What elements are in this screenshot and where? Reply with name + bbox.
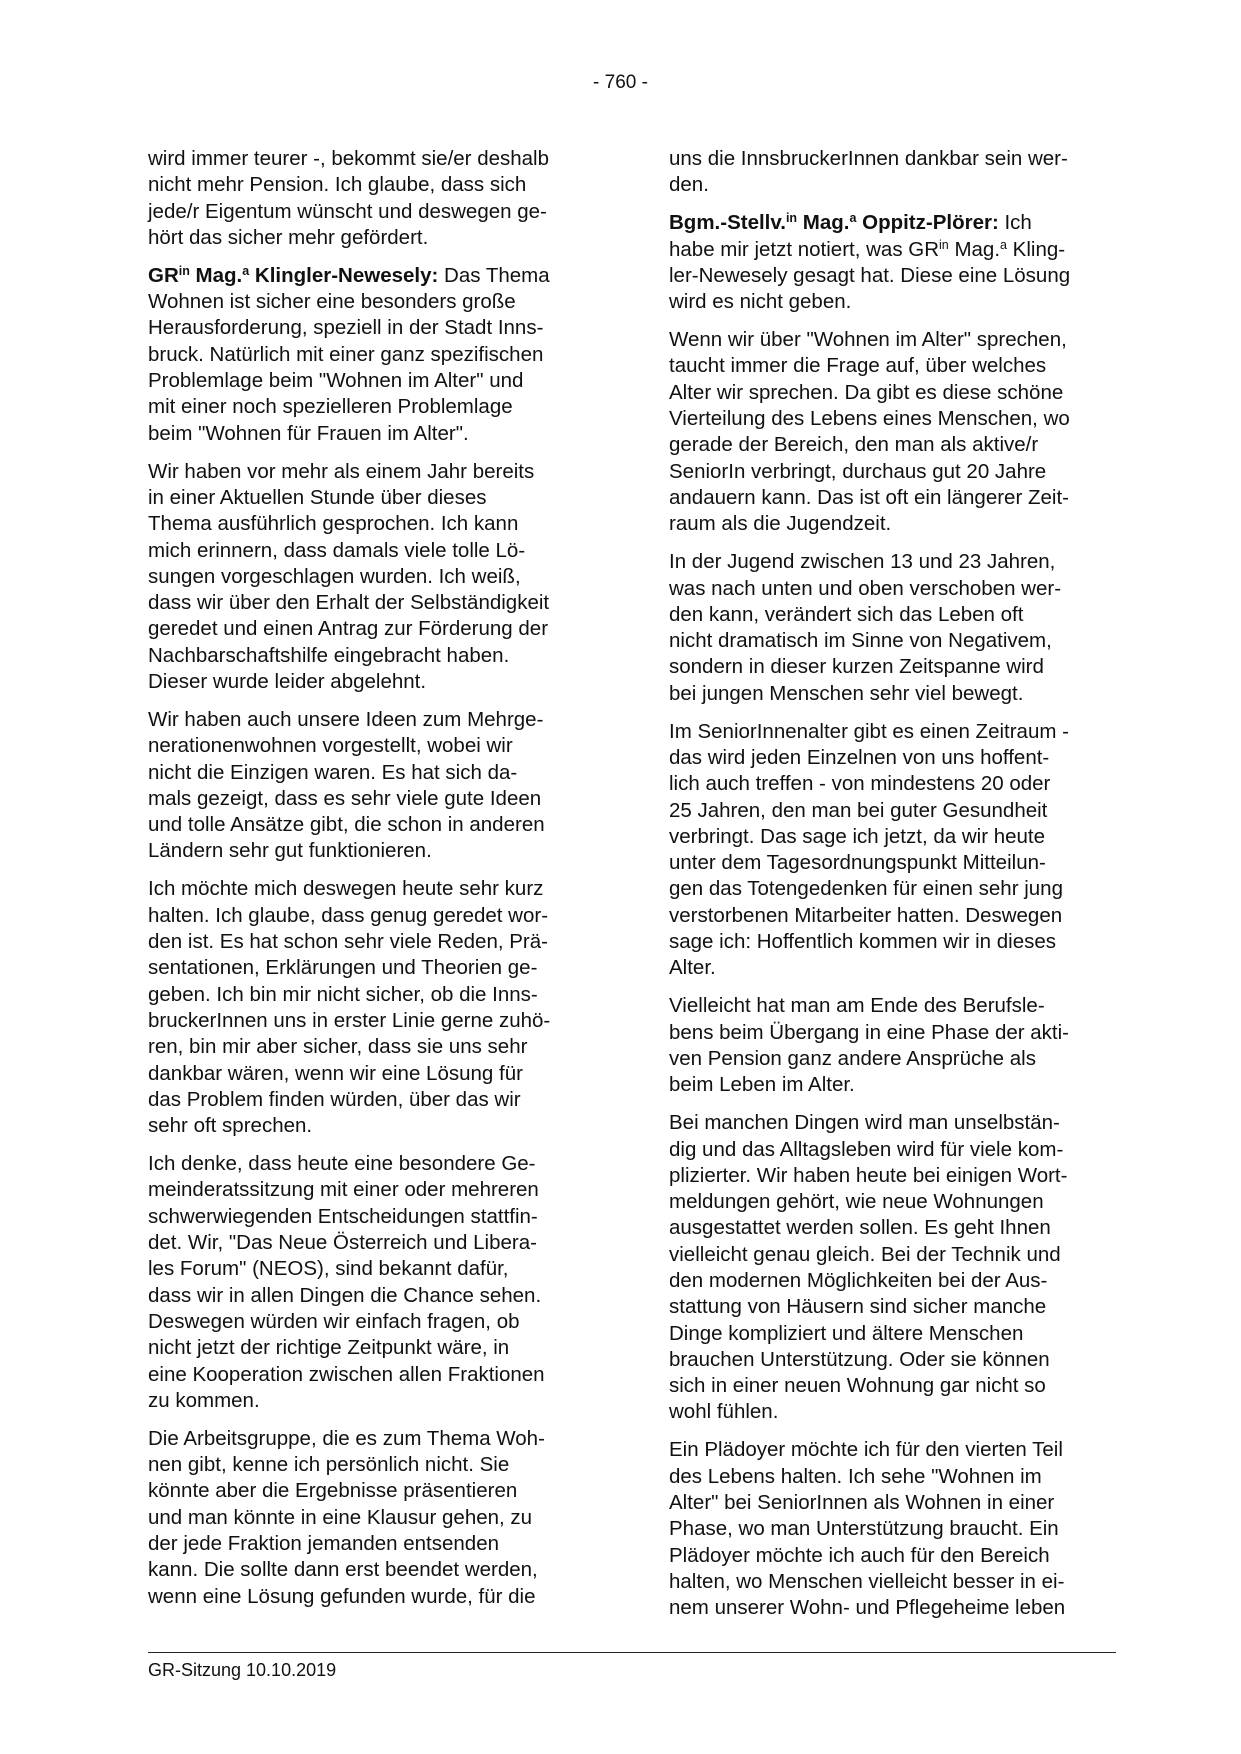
paragraph	[148, 263, 601, 447]
paragraph: Wir haben vor mehr als einem Jahr bereits in einer Aktuellen Stunde über dieses Thema ausführlich gesprochen. Ich kann mich erinnern, dass damals viele tolle Lö- sungen vorgeschlagen wurden. Ich weiß, dass wir über den Erhalt der Selbständigkeit geredet und einen Antrag zur Förderung der Nachbarschaftshilfe eingebracht haben. Dieser wurde leider abgelehnt.	[148, 459, 550, 694]
paragraph: Bei manchen Dingen wird man unselbstän- dig und das Alltagsleben wird für viele kom- plizierter. Wir haben heute bei einigen Wort- meldungen gehört, wie neue Wohnungen ausgestattet werden sollen. Es geht Ihnen vielleicht genau gleich. Bei der Technik und den modernen Möglichkeiten bei der Aus- stattung von Häusern sind sicher manche Dinge kompliziert und ältere Menschen brauchen Unterstützung. Oder sie können sich in einer neuen Wohnung gar nicht so wohl fühlen.	[669, 1111, 1068, 1424]
left-column	[148, 146, 601, 1622]
paragraph: Wir haben auch unsere Ideen zum Mehrge- nerationenwohnen vorgestellt, wobei wir nicht die Einzigen waren. Es hat sich da- mals gezeigt, dass es sehr viele gute Ideen und tolle Ansätze gibt, die schon in anderen Ländern sehr gut funktionieren.	[148, 708, 545, 863]
paragraph: Im SeniorInnenalter gibt es einen Zeitraum - das wird jeden Einzelnen von uns hoffent- lich auch treffen - von mindestens 20 oder 25 Jahren, den man bei guter Gesundheit verbringt. Das sage ich jetzt, da wir heute unter dem Tagesordnungspunkt Mitteilun- gen das Totengedenken für einen sehr jung verstorbenen Mitarbeiter hatten. Deswegen sage ich: Hoffentlich kommen wir in dieses Alter.	[669, 719, 1069, 980]
speech-text: Das Thema Wohnen ist sicher eine besonders große Herausforderung, speziell in der Stadt Inns- bruck. Natürlich mit einer ganz spezifischen Problemlage beim "Wohnen im Alter" und mit einer noch spezielleren Problemlage beim "Wohnen für Frauen im Alter".	[148, 263, 550, 445]
speech-text: Ich habe mir jetzt notiert, was $GR^{in}$ Mag.$^a$ Kling- ler-Newesely gesagt hat. Diese eine Lösung wird es nicht geben.	[669, 211, 1071, 314]
paragraph: uns die InnsbruckerInnen dankbar sein wer- den.	[669, 147, 1068, 197]
speaker-name: Bgm.-Stellv.$^{in}$ Mag.$^a$ Oppitz-Plörer:	[669, 211, 999, 235]
right-column	[669, 146, 1122, 1633]
footer-divider	[148, 1652, 1116, 1653]
paragraph: In der Jugend zwischen 13 und 23 Jahren, was nach unten und oben verschoben wer- den kann, verändert sich das Leben oft nicht dramatisch im Sinne von Negativem, sondern in dieser kurzen Zeitspanne wird bei jungen Menschen sehr viel bewegt.	[669, 550, 1062, 705]
paragraph	[669, 210, 1122, 315]
paragraph: Wenn wir über "Wohnen im Alter" sprechen, taucht immer die Frage auf, über welches Alter wir sprechen. Da gibt es diese schöne Vierteilung des Lebens eines Menschen, wo gerade der Bereich, den man als aktive/r SeniorIn verbringt, durchaus gut 20 Jahre andauern kann. Das ist oft ein längerer Zeit- raum als die Jugendzeit.	[669, 328, 1070, 536]
page-number: - 760 -	[593, 72, 648, 93]
footer-session-date: GR-Sitzung 10.10.2019	[148, 1660, 337, 1680]
paragraph: Ein Plädoyer möchte ich für den vierten Teil des Lebens halten. Ich sehe "Wohnen im Alter" bei SeniorInnen als Wohnen in einer Phase, wo man Unterstützung braucht. Ein Plädoyer möchte ich auch für den Bereich halten, wo Menschen vielleicht besser in ei- nem unserer Wohn- und Pflegeheime leben	[669, 1438, 1066, 1620]
paragraph: Die Arbeitsgruppe, die es zum Thema Woh- nen gibt, kenne ich persönlich nicht. Sie könnte aber die Ergebnisse präsentieren und man könnte in eine Klausur gehen, zu der jede Fraktion jemanden entsenden kann. Die sollte dann erst beendet werden, wenn eine Lösung gefunden wurde, für die	[148, 1426, 545, 1608]
paragraph: Ich möchte mich deswegen heute sehr kurz halten. Ich glaube, dass genug geredet wor- den ist. Es hat schon sehr viele Reden, Prä- sentationen, Erklärungen und Theorien ge- geben. Ich bin mir nicht sicher, ob die Inns- bruckerInnen uns in erster Linie gerne zuhö- ren, bin mir aber sicher, dass sie uns sehr dankbar wären, wenn wir eine Lösung für das Problem finden würden, über das wir sehr oft sprechen.	[148, 877, 551, 1138]
paragraph: wird immer teurer -, bekommt sie/er deshalb nicht mehr Pension. Ich glaube, dass sich jede/r Eigentum wünscht und deswegen ge- hört das sicher mehr gefördert.	[148, 147, 550, 249]
speaker-name: $GR^{in}$ Mag.$^a$ Klingler-Newesely:	[148, 263, 439, 287]
paragraph: Vielleicht hat man am Ende des Berufsle- bens beim Übergang in eine Phase der akti- ven Pension ganz andere Ansprüche als beim Leben im Alter.	[669, 994, 1069, 1097]
paragraph: Ich denke, dass heute eine besondere Ge- meinderatssitzung mit einer oder mehreren schwerwiegenden Entscheidungen stattfin- det. Wir, "Das Neue Österreich und Libera- les Forum" (NEOS), sind bekannt dafür, dass wir in allen Dingen die Chance sehen. Deswegen würden wir einfach fragen, ob nicht jetzt der richtige Zeitpunkt wäre, in eine Kooperation zwischen allen Fraktionen zu kommen.	[148, 1152, 545, 1412]
